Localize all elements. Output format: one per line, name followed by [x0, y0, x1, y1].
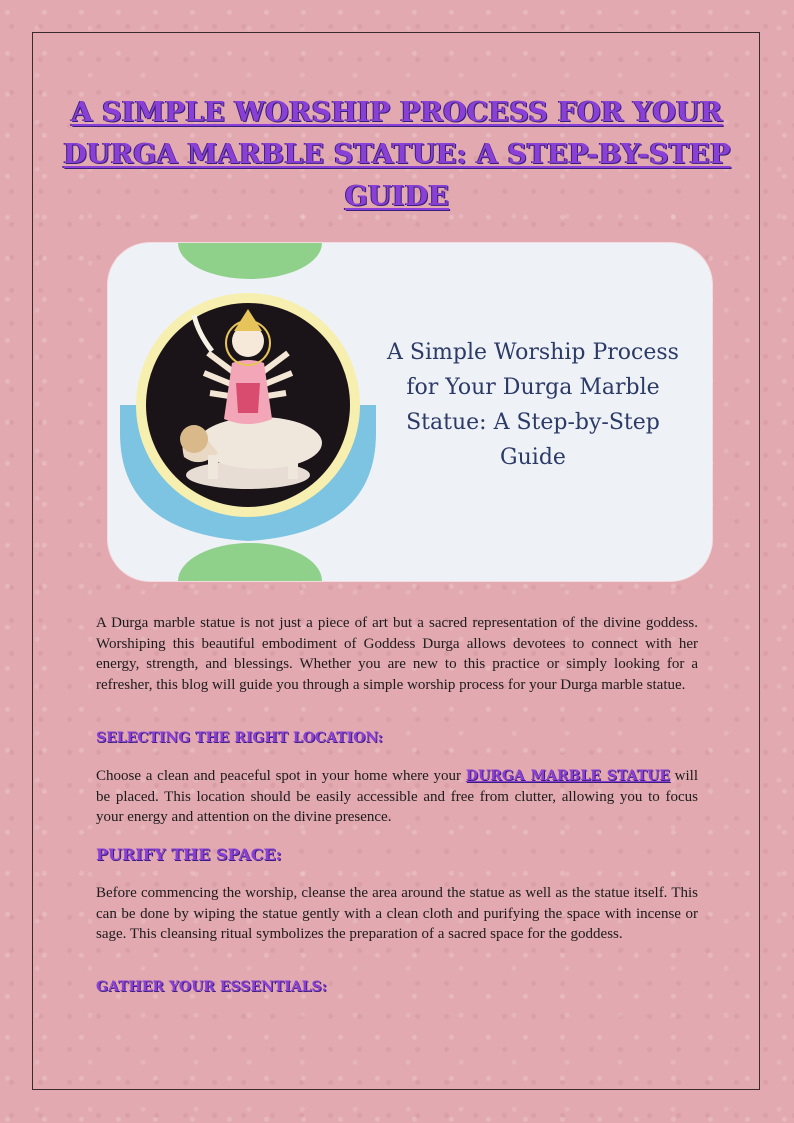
section-heading-purify: PURIFY THE SPACE:	[96, 845, 282, 864]
bottom-green-arc	[178, 543, 322, 581]
section-heading-essentials: GATHER YOUR ESSENTIALS:	[96, 979, 327, 995]
intro-paragraph: A Durga marble statue is not just a piece of art but a sacred representation of the divine goddess. Worshiping this beautiful embodiment of Goddess Durga allows devotees to connect with her energy, strength, and blessings. Whether you are new to this practice or simply looking for a refresher, this blog will guide you through a simple worship process for your Durga marble statue.	[96, 615, 698, 693]
hero-banner	[108, 243, 712, 581]
banner-title: A Simple Worship Process for Your Durga Marble Statue: A Step-by-Step Guide	[387, 340, 679, 470]
location-text-start: Choose a clean and peaceful spot in your home where your	[96, 768, 466, 784]
location-text-end: will be placed. This location should be easily accessible and free from clutter, allowing you to focus your energy and attention on the divine presence.	[96, 768, 698, 825]
top-green-arc	[178, 243, 322, 279]
purify-paragraph: Before commencing the worship, cleanse the area around the statue as well as the statue itself. This can be done by wiping the statue gently with a clean cloth and purifying the space with incense or sage. This cleansing ritual symbolizes the preparation of a sacred space for the goddess.	[96, 885, 698, 942]
page-title: A SIMPLE WORSHIP PROCESS FOR YOUR DURGA MARBLE STATUE: A STEP-BY-STEP GUIDE	[63, 97, 731, 212]
location-paragraph	[96, 766, 698, 828]
durga-marble-statue-link[interactable]: DURGA MARBLE STATUE	[465, 768, 670, 784]
section-heading-location: SELECTING THE RIGHT LOCATION:	[96, 730, 383, 746]
